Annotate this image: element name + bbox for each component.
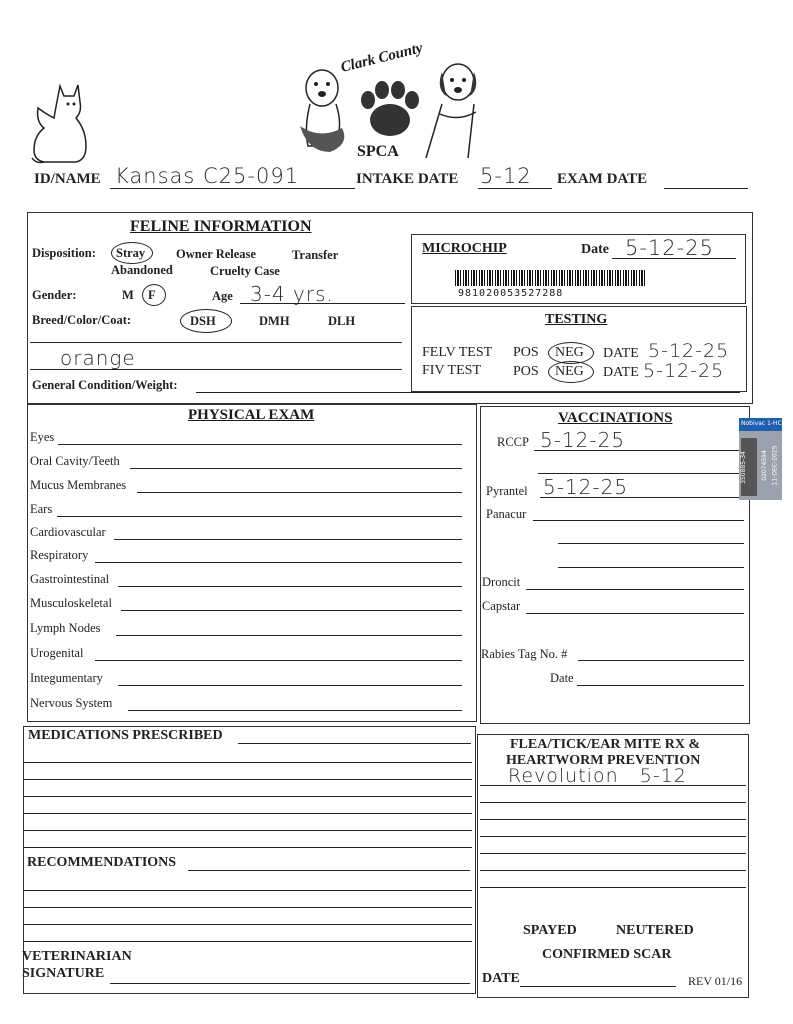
- recommendations-line-0[interactable]: [188, 870, 470, 871]
- flea-date-field[interactable]: [520, 986, 676, 987]
- vet-signature-field[interactable]: [110, 983, 470, 984]
- gender-selected-circle: [142, 284, 166, 306]
- id-name-field[interactable]: [110, 188, 355, 189]
- sticker-lot: 350885-34: [739, 451, 747, 484]
- felv-date-label: DATE: [603, 346, 639, 361]
- physical-exam-item-field[interactable]: [128, 710, 462, 711]
- flea-title-line2: HEARTWORM PREVENTION: [506, 753, 701, 768]
- gender-male[interactable]: M: [122, 288, 134, 302]
- physical-exam-item-label: Lymph Nodes: [30, 621, 101, 635]
- physical-exam-item-label: Gastrointestinal: [30, 572, 110, 586]
- revision-label: REV 01/16: [688, 974, 743, 988]
- felv-pos[interactable]: POS: [513, 345, 539, 360]
- id-name-label: ID/NAME: [34, 171, 101, 187]
- flea-line[interactable]: [480, 853, 746, 854]
- physical-exam-item-field[interactable]: [121, 610, 462, 611]
- breed-dmh[interactable]: DMH: [259, 314, 290, 328]
- physical-exam-title: PHYSICAL EXAM: [188, 407, 315, 423]
- physical-exam-item-label: Ears: [30, 502, 53, 516]
- droncit-label: Droncit: [482, 575, 521, 589]
- cat-icon: [30, 80, 90, 165]
- vet-signature-line2: SIGNATURE: [22, 966, 105, 981]
- physical-exam-item-label: Eyes: [30, 430, 55, 444]
- physical-exam-item-field[interactable]: [130, 468, 462, 469]
- physical-exam-item-field[interactable]: [116, 635, 462, 636]
- breed-line-1: [30, 342, 402, 343]
- recommendations-line[interactable]: [24, 890, 472, 891]
- physical-exam-item-field[interactable]: [58, 444, 462, 445]
- breed-line-2[interactable]: [30, 369, 402, 370]
- microchip-date-value: 5-12-25: [625, 236, 714, 260]
- exam-date-field[interactable]: [664, 188, 748, 189]
- feline-info-title: FELINE INFORMATION: [130, 218, 312, 235]
- breed-dlh[interactable]: DLH: [328, 314, 356, 328]
- disposition-selected-circle: [111, 242, 153, 264]
- confirmed-scar-label: CONFIRMED SCAR: [542, 947, 672, 962]
- recommendations-line[interactable]: [24, 907, 472, 908]
- disposition-owner-release[interactable]: Owner Release: [176, 247, 256, 261]
- capstar-field[interactable]: [526, 613, 744, 614]
- physical-exam-item-label: Respiratory: [30, 548, 89, 562]
- panacur-line-2[interactable]: [558, 543, 744, 544]
- physical-exam-item-label: Urogenital: [30, 646, 84, 660]
- flea-date-label: DATE: [482, 971, 520, 986]
- rabies-date-field[interactable]: [577, 685, 744, 686]
- physical-exam-item-field[interactable]: [114, 539, 462, 540]
- sticker-code: 02074594: [760, 450, 768, 481]
- physical-exam-item-field[interactable]: [137, 492, 462, 493]
- rccp-label: RCCP: [497, 435, 529, 449]
- physical-exam-item-label: Oral Cavity/Teeth: [30, 454, 120, 468]
- flea-value: Revolution 5-12: [508, 765, 687, 787]
- flea-line[interactable]: [480, 785, 746, 786]
- exam-date-label: EXAM DATE: [557, 171, 648, 187]
- fiv-neg-circle: [548, 361, 594, 383]
- panacur-label: Panacur: [486, 507, 527, 521]
- physical-exam-item-label: Cardiovascular: [30, 525, 106, 539]
- breed-dsh[interactable]: DSH: [190, 314, 216, 328]
- felv-test-label: FELV TEST: [422, 345, 493, 360]
- microchip-date-label: Date: [581, 242, 609, 257]
- rccp-line-2[interactable]: [538, 473, 739, 474]
- physical-exam-item-field[interactable]: [95, 562, 462, 563]
- flea-line[interactable]: [480, 836, 746, 837]
- rccp-value: 5-12-25: [540, 428, 626, 452]
- logo-spca-text: SPCA: [357, 143, 399, 160]
- disposition-stray[interactable]: Stray: [116, 246, 146, 260]
- capstar-label: Capstar: [482, 599, 521, 613]
- microchip-number: 981020053527288: [458, 288, 564, 299]
- intake-date-field[interactable]: [478, 188, 552, 189]
- microchip-title: MICROCHIP: [422, 241, 507, 256]
- rabies-tag-field[interactable]: [578, 660, 744, 661]
- recommendations-line[interactable]: [24, 941, 472, 942]
- gender-label: Gender:: [32, 288, 77, 302]
- neutered-option[interactable]: NEUTERED: [616, 923, 694, 938]
- general-condition-field[interactable]: [196, 392, 740, 393]
- sticker-brand: Nobivac 1-HCPCh: [741, 420, 793, 427]
- disposition-abandoned[interactable]: Abandoned: [111, 263, 173, 277]
- intake-date-value: 5-12: [480, 164, 532, 188]
- age-value: 3-4 yrs.: [250, 282, 334, 306]
- physical-exam-item-field[interactable]: [118, 586, 462, 587]
- disposition-cruelty-case[interactable]: Cruelty Case: [210, 264, 280, 278]
- age-label: Age: [212, 289, 233, 303]
- medications-line[interactable]: [24, 796, 472, 797]
- physical-exam-item-label: Musculoskeletal: [30, 596, 112, 610]
- rabies-date-label: Date: [550, 671, 574, 685]
- medications-title: MEDICATIONS PRESCRIBED: [28, 728, 223, 743]
- fiv-neg[interactable]: NEG: [555, 364, 584, 379]
- medications-line[interactable]: [24, 813, 472, 814]
- fiv-date-value: 5-12-25: [643, 360, 725, 382]
- sticker-exp: 11-DEC-2025: [771, 445, 779, 486]
- color-value: orange: [60, 346, 136, 370]
- vaccinations-title: VACCINATIONS: [558, 410, 673, 426]
- fiv-pos[interactable]: POS: [513, 364, 539, 379]
- vet-signature-line1: VETERINARIAN: [22, 949, 132, 964]
- physical-exam-item-label: Mucus Membranes: [30, 478, 127, 492]
- intake-date-label: INTAKE DATE: [356, 171, 459, 187]
- panacur-line-3[interactable]: [558, 567, 744, 568]
- panacur-field[interactable]: [533, 520, 744, 521]
- fiv-test-label: FIV TEST: [422, 363, 481, 378]
- pyrantel-value: 5-12-25: [543, 475, 629, 499]
- felv-date-value: 5-12-25: [648, 340, 730, 362]
- physical-exam-item-label: Nervous System: [30, 696, 113, 710]
- physical-exam-item-label: Integumentary: [30, 671, 103, 685]
- vaccine-sticker: [739, 418, 793, 500]
- physical-exam-item-field[interactable]: [95, 660, 462, 661]
- logo-arc-text: Clark County: [339, 40, 425, 76]
- fiv-date-label: DATE: [603, 365, 639, 380]
- vaccinations-section: [480, 406, 750, 724]
- flea-line[interactable]: [480, 819, 746, 820]
- rabies-tag-label: Rabies Tag No. #: [481, 647, 568, 661]
- gender-female[interactable]: F: [148, 288, 156, 302]
- medications-line[interactable]: [24, 779, 472, 780]
- medications-line[interactable]: [24, 762, 472, 763]
- medications-line[interactable]: [24, 830, 472, 831]
- flea-line[interactable]: [480, 802, 746, 803]
- id-name-value: Kansas C25-091: [115, 164, 300, 188]
- medications-line[interactable]: [24, 847, 472, 848]
- testing-title: TESTING: [545, 312, 608, 327]
- breed-label: Breed/Color/Coat:: [32, 313, 132, 327]
- disposition-transfer[interactable]: Transfer: [292, 248, 339, 262]
- spayed-option[interactable]: SPAYED: [523, 923, 577, 938]
- disposition-label: Disposition:: [32, 246, 96, 260]
- flea-line[interactable]: [480, 887, 746, 888]
- medications-line-0[interactable]: [238, 743, 471, 744]
- general-condition-label: General Condition/Weight:: [32, 378, 178, 392]
- flea-title-line1: FLEA/TICK/EAR MITE RX &: [510, 737, 701, 752]
- recommendations-line[interactable]: [24, 924, 472, 925]
- physical-exam-item-field[interactable]: [118, 685, 462, 686]
- droncit-field[interactable]: [526, 589, 744, 590]
- flea-line[interactable]: [480, 870, 746, 871]
- recommendations-title: RECOMMENDATIONS: [27, 855, 177, 870]
- microchip-barcode: [455, 270, 645, 286]
- breed-selected-circle: [180, 309, 232, 333]
- felv-neg[interactable]: NEG: [555, 345, 584, 360]
- pyrantel-label: Pyrantel: [486, 484, 528, 498]
- physical-exam-item-field[interactable]: [57, 516, 462, 517]
